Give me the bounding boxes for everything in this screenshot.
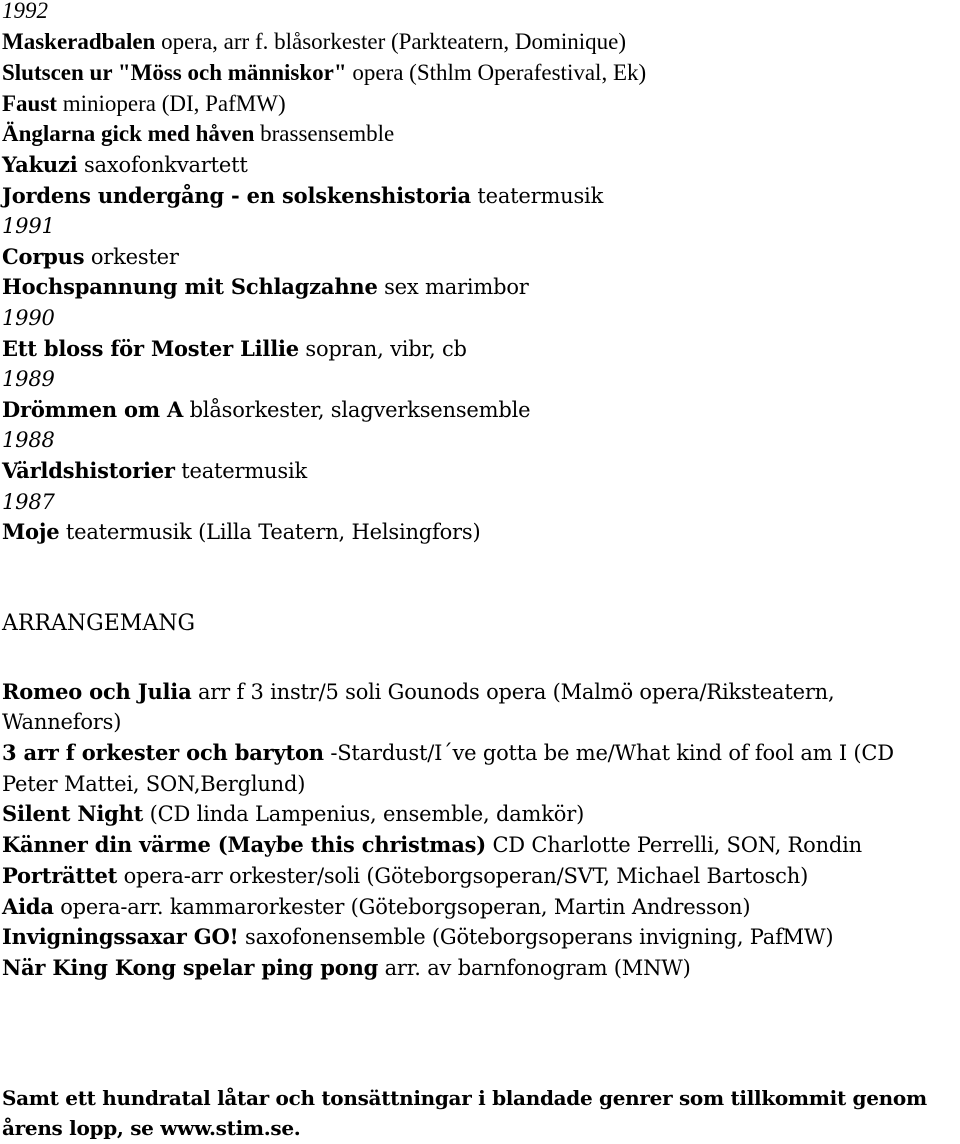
work-entry [2, 58, 646, 88]
year-heading [2, 303, 55, 333]
work-description: opera, arr f. blåsorkester (Parkteatern, Dominique) [155, 29, 627, 54]
work-title: Hochspannung mit Schlagzahne [2, 274, 378, 299]
work-title: Änglarna gick med håven [2, 121, 255, 146]
work-entry [2, 181, 603, 211]
work-entry [2, 395, 530, 425]
arrangement-description: opera-arr orkester/soli (Göteborgsoperan/SVT, Michael Bartosch) [117, 864, 809, 888]
work-entry [2, 150, 248, 180]
year-heading [2, 425, 55, 455]
year-label: 1992 [2, 0, 48, 23]
year-label: 1988 [2, 428, 55, 452]
year-label: 1991 [2, 214, 55, 238]
arrangement-entry [2, 738, 894, 768]
arrangement-title: Känner din värme (Maybe this christmas) [2, 832, 486, 857]
arrangement-description: arr f 3 instr/5 soli Gounods opera (Malmö opera/Riksteatern, [191, 680, 835, 704]
work-entry [2, 456, 307, 486]
work-entry [2, 119, 394, 149]
work-description: opera (Sthlm Operafestival, Ek) [346, 60, 647, 85]
work-entry [2, 272, 529, 302]
work-title: Corpus [2, 244, 85, 269]
arrangement-entry [2, 769, 305, 799]
work-title: Drömmen om A [2, 397, 184, 422]
arrangement-description: saxofonensemble (Göteborgsoperans invigning, PafMW) [238, 925, 834, 949]
work-description: miniopera (DI, PafMW) [56, 91, 286, 116]
arrangement-entry [2, 707, 121, 737]
arrangement-title: När King Kong spelar ping pong [2, 955, 379, 980]
arrangement-entry [2, 799, 584, 829]
work-description: teatermusik [470, 184, 604, 208]
work-description: orkester [84, 245, 179, 269]
work-description: blåsorkester, slagverksensemble [183, 398, 531, 422]
arrangement-title: Aida [2, 894, 54, 919]
arrangement-title: 3 arr f orkester och baryton [2, 740, 324, 765]
work-description: teatermusik (Lilla Teatern, Helsingfors) [59, 520, 481, 544]
arrangement-title: Silent Night [2, 801, 144, 826]
arrangement-entry [2, 892, 750, 922]
work-title: Ett bloss för Moster Lillie [2, 336, 299, 361]
work-title: Jordens undergång - en solskenshistoria [2, 183, 471, 208]
work-title: Yakuzi [2, 152, 78, 177]
arrangement-title: Porträttet [2, 863, 118, 888]
closing-note: årens lopp, se www.stim.se. [2, 1116, 301, 1140]
arrangement-description: Peter Mattei, SON,Berglund) [2, 772, 306, 796]
work-description: sex marimbor [377, 275, 529, 299]
work-title: Slutscen ur "Möss och människor" [2, 60, 347, 85]
work-description: teatermusik [174, 459, 307, 483]
work-title: Moje [2, 519, 60, 544]
arrangement-entry [2, 922, 833, 952]
work-entry [2, 517, 480, 547]
arrangement-description: opera-arr. kammarorkester (Göteborgsoperan, Martin Andresson) [53, 895, 751, 919]
year-heading [2, 211, 55, 241]
work-entry [2, 89, 286, 119]
arrangement-entry [2, 830, 862, 860]
year-label: 1989 [2, 367, 55, 391]
arrangement-entry [2, 677, 834, 707]
work-title: Världshistorier [2, 458, 175, 483]
arrangement-description: -Stardust/I´ve gotta be me/What kind of fool am I (CD [323, 741, 894, 765]
work-entry [2, 27, 626, 57]
year-heading [2, 0, 48, 26]
year-heading [2, 364, 55, 394]
work-title: Maskeradbalen [2, 29, 156, 54]
arrangement-description: (CD linda Lampenius, ensemble, damkör) [143, 802, 585, 826]
work-description: brassensemble [254, 121, 395, 146]
arrangement-entry [2, 953, 691, 983]
year-label: 1990 [2, 306, 55, 330]
arrangement-description: CD Charlotte Perrelli, SON, Rondin [485, 833, 862, 857]
arrangement-title: Romeo och Julia [2, 679, 192, 704]
arrangement-description: arr. av barnfonogram (MNW) [378, 956, 691, 980]
arrangement-description: Wannefors) [2, 710, 122, 734]
arrangement-entry [2, 861, 808, 891]
work-entry [2, 242, 179, 272]
section-heading: ARRANGEMANG [2, 611, 196, 636]
closing-note: Samt ett hundratal låtar och tonsättningar i blandade genrer som tillkommit genom [2, 1086, 927, 1110]
work-description: saxofonkvartett [77, 153, 248, 177]
arrangement-title: Invigningssaxar GO! [2, 924, 239, 949]
year-heading [2, 487, 55, 517]
work-description: sopran, vibr, cb [298, 337, 467, 361]
year-label: 1987 [2, 490, 55, 514]
work-entry [2, 334, 467, 364]
work-title: Faust [2, 91, 57, 116]
